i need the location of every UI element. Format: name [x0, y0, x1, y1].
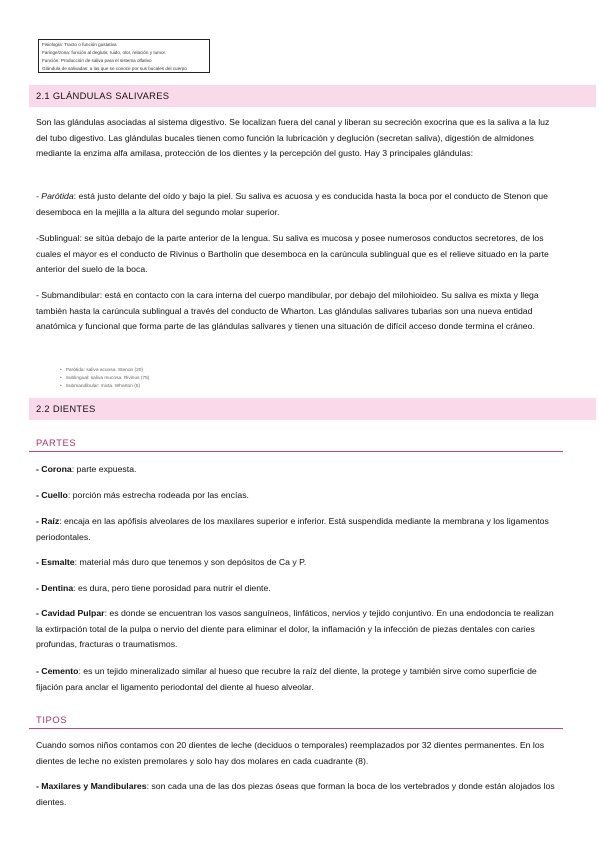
term-parotida: - Parótida	[36, 191, 74, 201]
term: - Cuello	[36, 490, 68, 500]
list-item: • Parótida: saliva acuosa. Stenon (20)	[60, 367, 149, 375]
section-heading-dientes	[29, 398, 596, 420]
subheading-tipos	[29, 710, 563, 729]
list-item: • Sublingual: saliva mucosa. Rivinus (75)	[60, 375, 149, 383]
note-line: Glándula de salivadas: a las que se conoce por sus bucales del cuerpo	[42, 66, 187, 71]
term: - Cemento	[36, 666, 79, 676]
paragraph-tipos-intro: Cuando somos niños contamos con 20 dientes de leche (deciduos o temporales) reemplazados por 32 dientes permanentes. En los dientes de leche no existen premolares y solo hay dos molares en cada cuadrante (8).	[36, 740, 545, 766]
list-item-dentina	[36, 581, 561, 597]
definition: : material más duro que tenemos y son depósitos de Ca y P.	[74, 557, 307, 567]
text-parotida: : está justo delante del oído y bajo la piel. Su saliva es acuosa y es conducida hasta la boca por el conducto de Stenon que desemboca en la mejilla a la altura del segundo molar superior.	[36, 191, 548, 217]
term: - Esmalte	[36, 557, 75, 567]
term: - Maxilares y Mandibulares	[36, 781, 147, 791]
definition: : es un tejido mineralizado similar al hueso que recubre la raíz del diente, la protege y también sirve como superficie de fijación para anclar el ligamento periodontal del diente al hueso alveolar.	[36, 666, 537, 692]
paragraph-sublingual: -Sublingual: se sitúa debajo de la parte anterior de la lengua. Su saliva es mucosa y posee numerosos conductos secretores, de los cuales el mayor es el conducto de Rivinus o Bartholin que desemboca en la carúncula sublingual que es el relieve situado en la parte anterior del suelo de la boca.	[36, 233, 549, 275]
paragraph-submandibular: - Submandibular: está en contacto con la cara interna del cuerpo mandibular, por debajo del milohioideo. Su saliva es mixta y llega también hasta la carúncula sublingual a través del conducto de Wharton. Las glándulas salivares tubarias son una nueva entidad anatómica y funcional que forma parte de las glándulas salivares y tienen una situación de difícil acceso donde termina el cráneo.	[36, 290, 539, 332]
list-item-cemento	[36, 664, 561, 695]
note-line: Faringe/zona: función al deglutir, ruido, olor, relación y tumor.	[42, 50, 167, 55]
definition: : es dura, pero tiene porosidad para nutrir el diente.	[73, 583, 271, 593]
paragraph-intro: Son las glándulas asociadas al sistema digestivo. Se localizan fuera del canal y liberan su secreción exocrina que es la saliva a la luz del tubo digestivo. Las glándulas bucales tienen como función la lubricación y deglución (secretan saliva), digestión de almidones mediante la enzima alfa amilasa, protección de los dientes y la percepción del gusto. Hay 3 principales glándulas:	[36, 117, 550, 159]
note-box	[38, 39, 210, 73]
subheading-title: PARTES	[36, 437, 77, 448]
definition: : encaja en las apófisis alveolares de los maxilares superior e inferior. Está suspendida mediante la membrana y los ligamentos periodontales.	[36, 516, 549, 542]
term: - Raíz	[36, 516, 60, 526]
section-title: 2.2 DIENTES	[36, 403, 96, 414]
section-heading-glandulas	[29, 85, 596, 107]
list-item: • Submandibular: mixta. Wharton (5)	[60, 383, 149, 391]
subheading-partes	[29, 433, 563, 452]
subheading-title: TIPOS	[36, 714, 68, 725]
paragraph-parotida	[36, 189, 561, 220]
list-item-cuello	[36, 488, 561, 504]
definition: : porción más estrecha rodeada por las encías.	[67, 490, 249, 500]
note-line: Fisiología: Tracto o función gustativa	[42, 42, 117, 47]
definition: : es donde se encuentran los vasos sanguíneos, linfáticos, nervios y tejido conjuntivo. En una endodoncia te realizan la extirpación total de la pulpa o nervio del diente para eliminar el dolor, la inflamación y la infección de piezas dentales con caries profundas, fracturas o traumatismos.	[36, 608, 554, 650]
list-item-raiz	[36, 514, 561, 545]
section-title: 2.1 GLÁNDULAS SALIVARES	[36, 90, 170, 101]
term: - Corona	[36, 464, 72, 474]
definition: : parte expuesta.	[71, 464, 137, 474]
definition: : son cada una de las dos piezas óseas que forman la boca de los vertebrados y donde están alojados los dientes.	[36, 781, 555, 807]
term: - Dentina	[36, 583, 74, 593]
list-item-cavidad-pulpar	[36, 606, 561, 653]
mini-list	[60, 367, 149, 391]
list-item-maxilares	[36, 779, 561, 810]
list-item-esmalte	[36, 555, 561, 571]
note-line: Función: Producción de saliva para el sistema olfativo	[42, 58, 152, 63]
term: - Cavidad Pulpar	[36, 608, 105, 618]
list-item-corona	[36, 462, 561, 478]
